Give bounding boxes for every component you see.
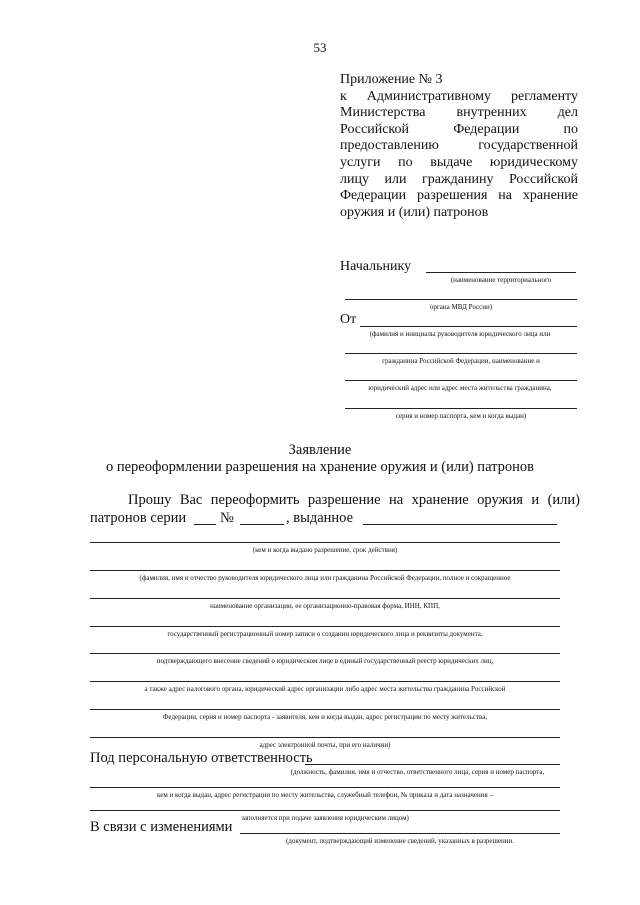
applicant-field-1[interactable] xyxy=(90,570,560,571)
field-hint: (кем и когда выдано разрешение, срок действия) xyxy=(252,546,398,554)
appendix-line: Министерства внутренних дел xyxy=(340,105,578,121)
field-hint: государственный регистрационный номер записи о создании юридического лица и реквизиты документа, xyxy=(167,630,483,638)
from-field-4[interactable] xyxy=(345,408,577,409)
changes-label: В связи с изменениями xyxy=(90,819,233,835)
from-hint: юридический адрес или адрес места жительства гражданина, xyxy=(368,384,552,392)
field-hint: Федерации, серия и номер паспорта - заявителя, кем и когда выдан, адрес регистрации по месту жительства, xyxy=(162,713,488,721)
responsibility-hint: кем и когда выдан, адрес регистрации по месту жительства, служебный телефон, № приказа и дата назначения – xyxy=(157,791,493,799)
responsibility-field[interactable] xyxy=(305,764,560,765)
field-hint: адрес электронной почты, при его наличии) xyxy=(259,741,391,749)
appendix-line: к Административному регламенту xyxy=(340,88,578,104)
from-field-2[interactable] xyxy=(345,353,577,354)
appendix-line: услуги по выдаче юридическому xyxy=(340,154,578,170)
field-hint: (фамилия, имя и отчество руководителя юридического лица или гражданина Российской Федерации, полное и сокращенное xyxy=(139,574,511,582)
responsibility-field-3[interactable] xyxy=(90,810,560,811)
request-line: Прошу Вас переоформить разрешение на хранение оружия и (или) xyxy=(128,492,580,508)
number-label: № xyxy=(220,510,234,526)
from-label: От xyxy=(340,312,357,327)
appendix-line: предоставлению государственной xyxy=(340,138,578,154)
to-hint: органа МВД России) xyxy=(429,303,493,311)
from-field-3[interactable] xyxy=(345,380,577,381)
issued-field-2[interactable] xyxy=(90,542,560,543)
field-hint: наименование организации, ее организационно-правовая форма, ИНН, КПП, xyxy=(210,602,440,610)
responsibility-hint: (должность, фамилия, имя и отчество, ответственного лица, серия и номер паспорта, xyxy=(290,768,545,776)
applicant-field-3[interactable] xyxy=(90,626,560,627)
appendix-line: лицу или гражданину Российской xyxy=(340,171,578,187)
from-hint: гражданина Российской Федерации, наименование и xyxy=(382,357,540,365)
to-label: Начальнику xyxy=(340,259,412,274)
applicant-field-7[interactable] xyxy=(90,737,560,738)
changes-field[interactable] xyxy=(240,833,560,834)
applicant-field-2[interactable] xyxy=(90,598,560,599)
appendix-line: Российской Федерации по xyxy=(340,121,578,137)
changes-hint: (документ, подтверждающий изменение сведений, указанных в разрешении. xyxy=(285,837,514,845)
issued-field[interactable] xyxy=(363,524,557,525)
appendix-line: Федерации разрешения на хранение xyxy=(340,188,578,204)
document-title: Заявление xyxy=(288,442,352,458)
to-field[interactable] xyxy=(426,272,576,273)
series-field[interactable] xyxy=(194,524,216,525)
issued-label: , выданное xyxy=(286,510,354,526)
field-hint: подтверждающего внесение сведений о юридическом лице в единый государственный реестр юридических лиц, xyxy=(156,657,494,665)
field-hint: а также адрес налогового органа, юридический адрес организации либо адрес места жительства гражданина Российской xyxy=(144,685,506,693)
appendix-line: оружия и (или) патронов xyxy=(340,204,489,220)
from-hint: (фамилия и инициалы руководителя юридического лица или xyxy=(369,330,551,338)
series-label: патронов серии xyxy=(90,510,187,526)
page-number: 53 xyxy=(313,40,327,55)
from-field[interactable] xyxy=(360,326,577,327)
applicant-field-4[interactable] xyxy=(90,653,560,654)
number-field[interactable] xyxy=(240,524,284,525)
appendix-header xyxy=(340,72,578,221)
to-hint: (наименование территориального xyxy=(450,276,552,284)
applicant-field-5[interactable] xyxy=(90,681,560,682)
to-field-2[interactable] xyxy=(345,299,577,300)
applicant-field-6[interactable] xyxy=(90,709,560,710)
responsibility-field-2[interactable] xyxy=(90,787,560,788)
responsibility-hint: заполняется при подаче заявления юридическим лицом) xyxy=(241,814,409,822)
responsibility-label: Под персональную ответственность xyxy=(90,750,313,766)
document-subtitle: о переоформлении разрешения на хранение оружия и (или) патронов xyxy=(105,459,535,475)
from-hint: серия и номер паспорта, кем и когда выдан) xyxy=(395,412,527,420)
appendix-line: Приложение № 3 xyxy=(340,72,443,87)
